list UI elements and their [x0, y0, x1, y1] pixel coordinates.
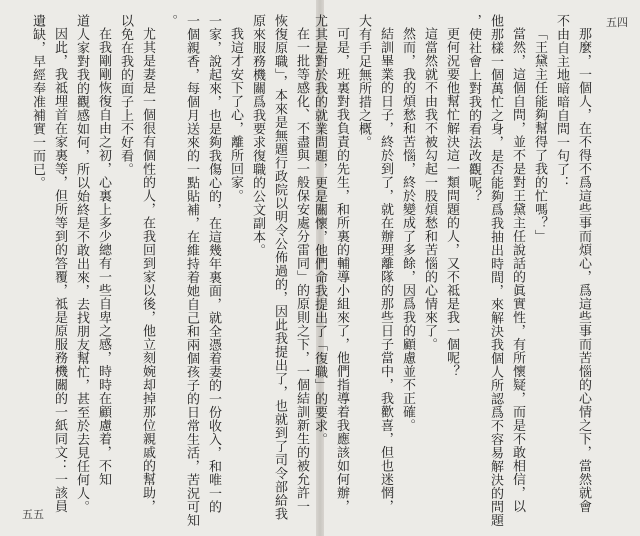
text-column: 更何況要他幫忙解決這一類問題的人，又不祗是我一個呢？ — [444, 27, 459, 378]
text-column: 一家，說起來，也是夠我傷心的，在這幾年裏面，就全憑着妻的一份收入，和唯一的 — [206, 14, 221, 514]
text-column: 尤其是妻是一個很有個性的人，在我回到家以後，他立刻婉却掉那位親戚的幫助， — [140, 27, 155, 513]
text-column: 然而，我的煩愁和苦惱，終於變成了多餘，因爲我的顧慮並不正確。 — [400, 27, 415, 432]
text-column: 遺缺，早經奉准補實一而已。 — [30, 14, 45, 190]
text-column: 道人家對我的觀感如何，所以始終是不敢出來，去找朋友幫忙，甚至於去見任何人。 — [74, 14, 89, 514]
right-page-text — [312, 14, 594, 527]
text-column: 他那樣一個萬忙之身，是否能夠爲我抽出時間，來解決我個人所認爲不容易解決的問題 — [488, 14, 503, 527]
left-page-number: 五五 — [22, 508, 44, 521]
text-column: 大有手足無所措之概。 — [356, 14, 371, 149]
text-column: 那麼，一個人，在不得不爲這些事而煩心，爲這些事而苦惱的心情之下，當然就會 — [576, 27, 591, 513]
text-column: ，使社會上對我的看法改觀呢？ — [466, 14, 481, 203]
text-column: 不由自主地暗暗自問一句了： — [554, 14, 569, 190]
text-column: 以免在我的面子上不好看。 — [118, 14, 133, 176]
text-column: 恢復原職」，本來是無題行政院以明令公佈過的，因此我提出了，也就到了司令部給我 — [272, 14, 287, 521]
text-column: 。 — [162, 14, 177, 28]
text-column: 因此，我祗埋首在家裏等，但所等到的答覆，祗是原服務機關的一紙同文：一該員 — [52, 27, 67, 513]
text-column: 可是，班裏對我負責的先生，和所裏的輔導小組來了，他們指導着我應該如何辦， — [334, 27, 349, 513]
text-column: 尤其是對於我的就業問題，更是關懷，他們命我提出了「復職」的要求。 — [312, 14, 327, 446]
text-column: 這當然就不由我不被勾起一股煩愁和苦惱的心情來了。 — [422, 27, 437, 351]
text-column: 我這才安下了心，離所回家。 — [228, 27, 243, 203]
text-column: 一個親香，每個月送來的一點貼補，在維持着她自己和兩個孩子的日常生活，苦況可知 — [184, 14, 199, 527]
text-column: 「王黛主任能夠幫得了我的忙嗎？」 — [532, 27, 547, 243]
text-column: 當然，這個自問，並不是對王黛主任說話的眞實性，有所懷疑，而是不敢相信，以 — [510, 27, 525, 513]
text-column: 結訓畢業的日子，終於到了，就在辦理離隊的那些日子當中，我歡喜，但也迷惘， — [378, 27, 393, 513]
right-page-number: 五四 — [606, 16, 628, 29]
text-column: 在我剛剛恢復自由之初，心裏上多少總有一些自卑之感，時時在顧慮着，不知 — [96, 27, 111, 486]
text-column: 原來服務機關爲我要求復職的公文副本。 — [250, 14, 265, 257]
text-column: 在一批等感化、不盡與一般保安處分雷同」的原則之下，一個結訓新生的被允許一 — [294, 27, 309, 513]
